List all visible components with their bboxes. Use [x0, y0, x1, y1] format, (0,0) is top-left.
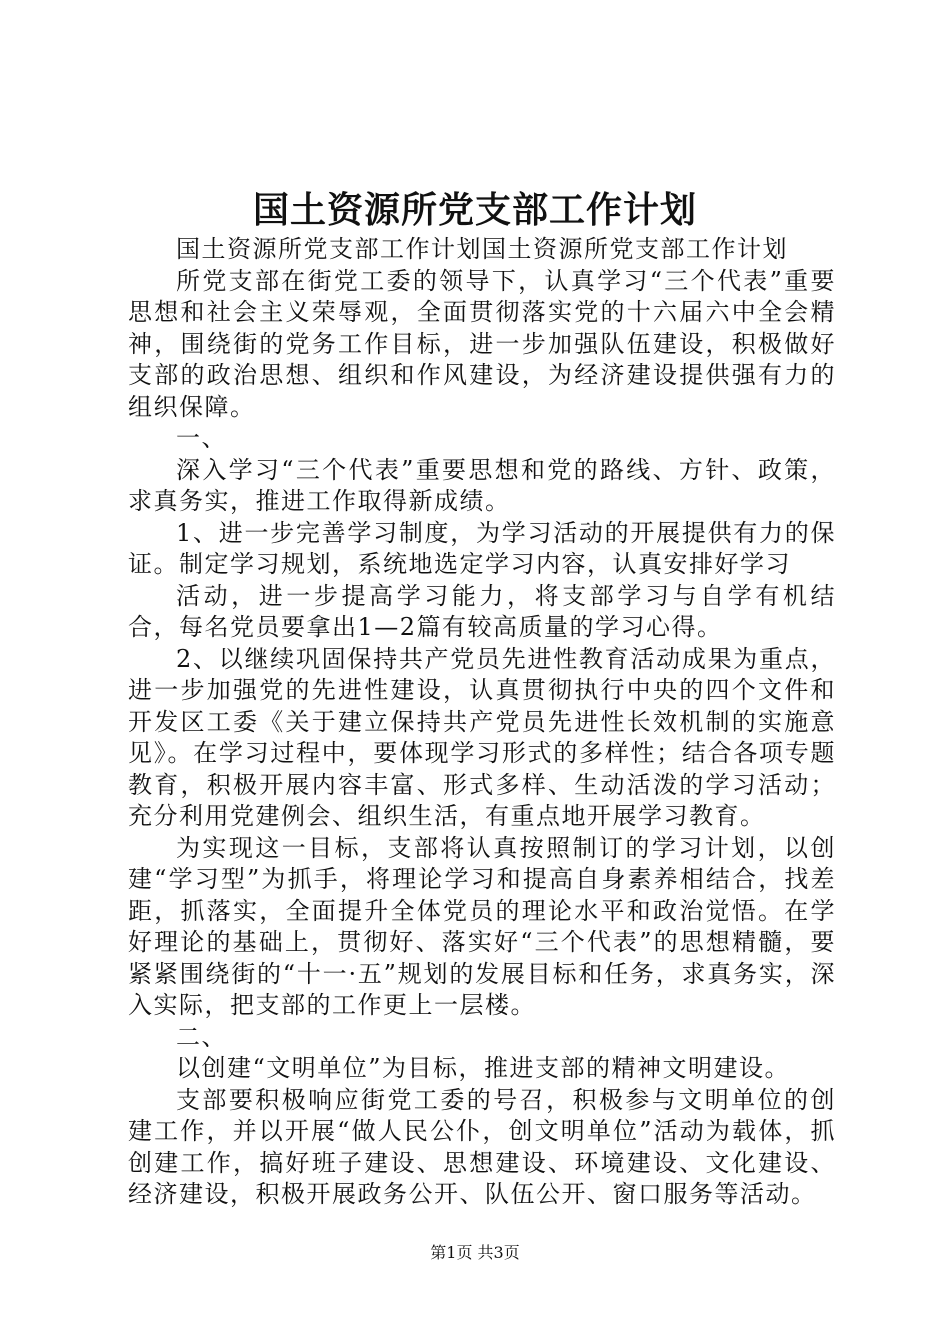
paragraph-item-one-continued: 活动，进一步提高学习能力，将支部学习与自学有机结合，每名党员要拿出1—2篇有较高质量的学习心得。 [128, 581, 836, 641]
section-heading-one: 一、 [176, 424, 227, 452]
paragraph-civilization: 支部要积极响应街党工委的号召，积极参与文明单位的创建工作，并以开展“做人民公仆，创文明单位”活动为载体，抓创建工作，搞好班子建设、思想建设、环境建设、文化建设、经济建设，积极开展政务公开、队伍公开、窗口服务等活动。 [128, 1085, 836, 1208]
paragraph-goal: 为实现这一目标，支部将认真按照制订的学习计划，以创建“学习型”为抓手，将理论学习和提高自身素养相结合，找差距，抓落实，全面提升全体党员的理论水平和政治觉悟。在学好理论的基础上，贯彻好、落实好“三个代表”的思想精髓，要紧紧围绕街的“十一·五”规划的发展目标和任务，求真务实，深入实际，把支部的工作更上一层楼。 [128, 833, 836, 1019]
page-footer: 第1页 共3页 [430, 1243, 520, 1262]
document-title: 国土资源所党支部工作计划 [252, 189, 697, 231]
paragraph-intro: 所党支部在街党工委的领导下，认真学习“三个代表”重要思想和社会主义荣辱观，全面贯彻落实党的十六届六中全会精神，围绕街的党务工作目标，进一步加强队伍建设，积极做好支部的政治思想、组织和作风建设，为经济建设提供强有力的组织保障。 [128, 266, 836, 421]
paragraph-section-one-summary: 深入学习“三个代表”重要思想和党的路线、方针、政策，求真务实，推进工作取得新成绩。 [128, 455, 836, 515]
paragraph-item-one: 1、进一步完善学习制度，为学习活动的开展提供有力的保证。制定学习规划，系统地选定学习内容，认真安排好学习 [128, 518, 836, 578]
document-body [128, 234, 836, 1211]
paragraph-subtitle: 国土资源所党支部工作计划国土资源所党支部工作计划 [176, 235, 788, 263]
section-heading-two: 二、 [176, 1022, 227, 1051]
paragraph-section-two-summary: 以创建“文明单位”为目标，推进支部的精神文明建设。 [176, 1054, 791, 1082]
paragraph-item-two: 2、以继续巩固保持共产党员先进性教育活动成果为重点，进一步加强党的先进性建设，认真贯彻执行中央的四个文件和开发区工委《关于建立保持共产党员先进性长效机制的实施意见》。在学习过程中，要体现学习形式的多样性；结合各项专题教育，积极开展内容丰富、形式多样、生动活泼的学习活动；充分利用党建例会、组织生活，有重点地开展学习教育。 [128, 644, 836, 830]
